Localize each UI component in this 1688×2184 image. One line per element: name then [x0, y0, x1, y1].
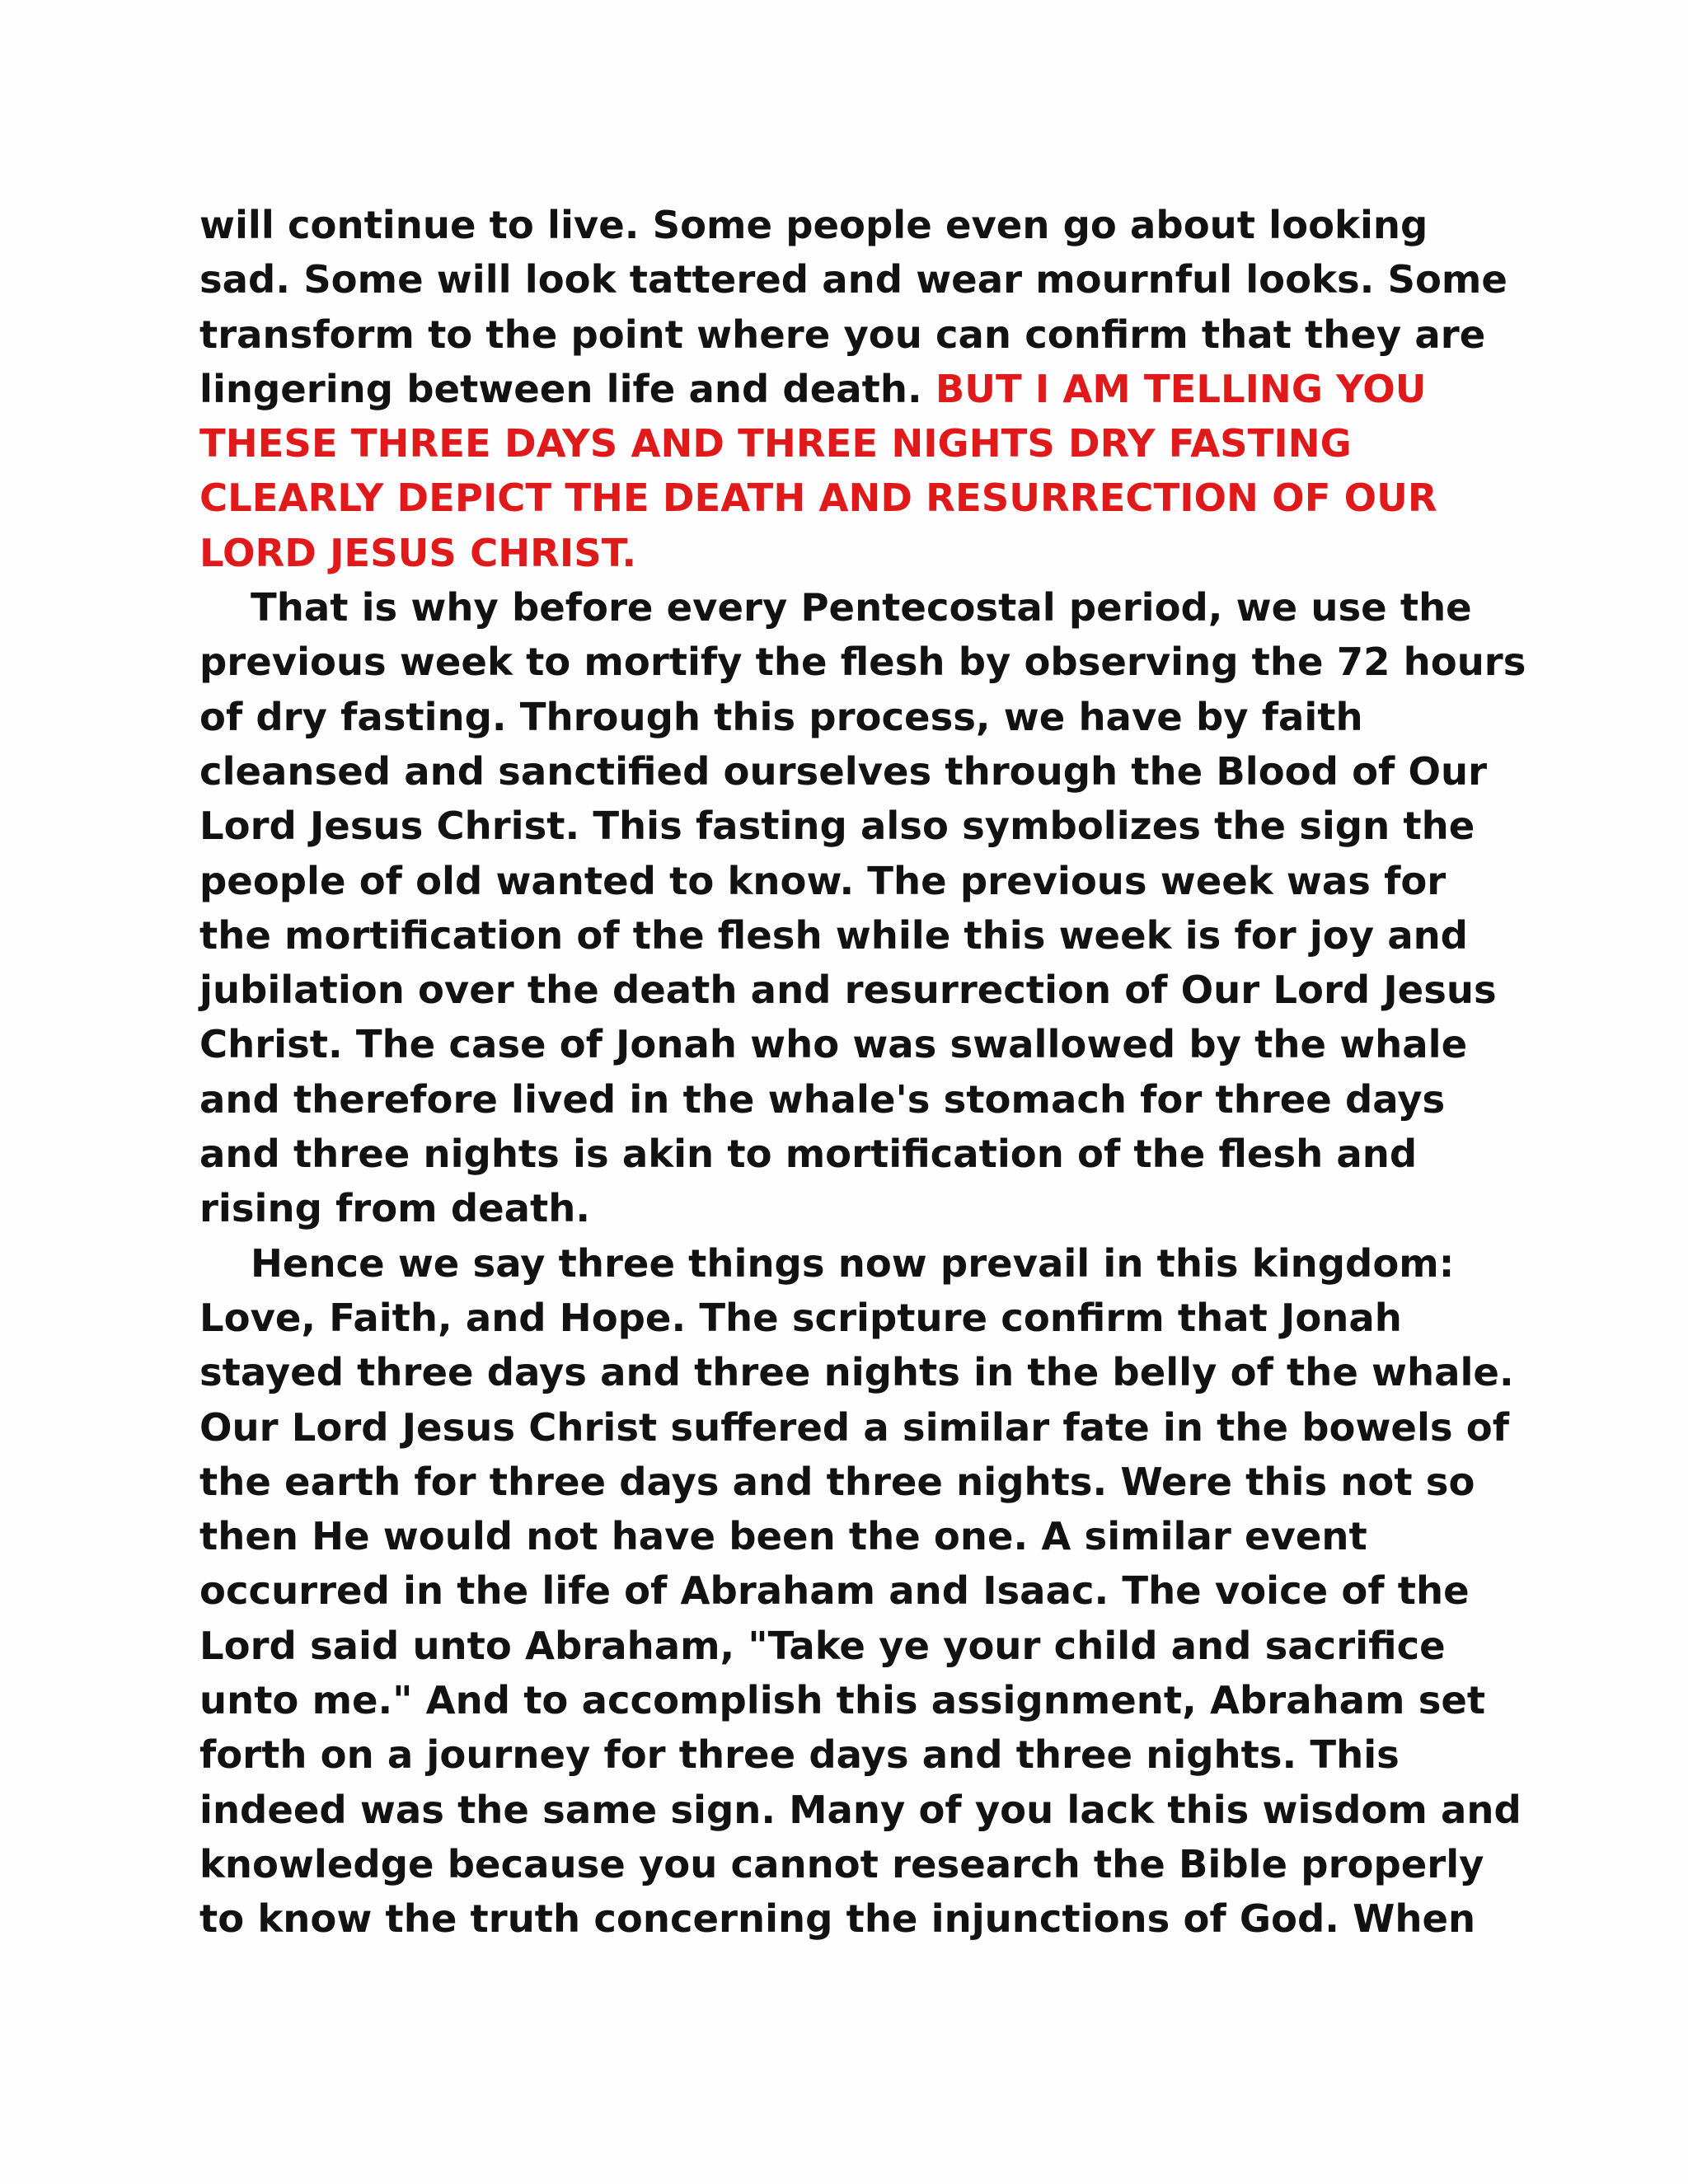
text-line: [199, 1837, 1518, 1891]
text-line: [199, 1509, 1518, 1563]
text-line: [199, 416, 1518, 471]
text-line: [199, 471, 1518, 525]
body-text-run: rising from death.: [199, 1186, 591, 1231]
text-line: [199, 963, 1518, 1017]
text-line: [199, 690, 1518, 744]
text-line: [199, 908, 1518, 963]
body-text-run: forth on a journey for three days and three nights. This: [199, 1732, 1400, 1778]
text-line: [199, 1673, 1518, 1727]
body-text-run: will continue to live. Some people even go about looking: [199, 203, 1428, 247]
body-text: [199, 198, 1526, 1947]
text-line: [199, 1072, 1518, 1127]
body-text-run: people of old wanted to know. The previous week was for: [199, 858, 1447, 903]
body-text-run: Christ. The case of Jonah who was swallowed by the whale: [199, 1022, 1468, 1067]
body-text-run: Our Lord Jesus Christ suffered a similar fate in the bowels of: [199, 1404, 1509, 1450]
text-line: [199, 1236, 1518, 1291]
body-text-run: to know the truth concerning the injunctions of God. When: [199, 1896, 1476, 1942]
emphasis-text: THESE THREE DAYS AND THREE NIGHTS DRY FASTING: [199, 421, 1352, 466]
text-line: [199, 1727, 1518, 1782]
body-text-run: jubilation over the death and resurrection of Our Lord Jesus: [199, 968, 1497, 1013]
body-text-run: previous week to mortify the flesh by observing the 72 hours: [199, 640, 1526, 685]
text-line: [199, 198, 1518, 252]
text-line: [199, 307, 1518, 362]
body-text-run: and therefore lived in the whale's stomach for three days: [199, 1076, 1446, 1122]
body-text-run: transform to the point where you can confirm that they are: [199, 312, 1486, 357]
body-text-run: the earth for three days and three nights. Were this not so: [199, 1459, 1475, 1504]
body-text-run: unto me." And to accomplish this assignment, Abraham set: [199, 1678, 1486, 1723]
text-line: [199, 1563, 1518, 1618]
body-text-run: That is why before every Pentecostal period, we use the: [251, 585, 1472, 630]
body-text-run: then He would not have been the one. A similar event: [199, 1514, 1367, 1559]
text-line: [199, 1127, 1518, 1181]
text-line: [199, 526, 1518, 580]
body-text-run: Love, Faith, and Hope. The scripture confirm that Jonah: [199, 1295, 1402, 1340]
body-text-run: stayed three days and three nights in the belly of the whale.: [199, 1350, 1514, 1395]
text-line: [199, 635, 1526, 689]
text-line: [199, 1783, 1522, 1837]
body-text-run: Lord Jesus Christ. This fasting also symbolizes the sign the: [199, 804, 1475, 849]
body-text-run: and three nights is akin to mortification of the flesh and: [199, 1132, 1418, 1177]
emphasis-text: CLEARLY DEPICT THE DEATH AND RESURRECTION OF OUR: [199, 476, 1437, 521]
text-line: [199, 1291, 1518, 1345]
body-text-run: Hence we say three things now prevail in this kingdom:: [251, 1240, 1455, 1286]
text-line: [199, 1345, 1518, 1399]
text-line: [199, 1455, 1518, 1509]
emphasis-text: LORD JESUS CHRIST.: [199, 530, 637, 575]
text-line: [199, 1181, 1518, 1235]
text-line: [199, 799, 1518, 853]
body-text-run: of dry fasting. Through this process, we have by faith: [199, 694, 1363, 739]
body-text-run: the mortification of the flesh while this week is for joy and: [199, 912, 1468, 958]
body-text-run: knowledge because you cannot research the Bible properly: [199, 1841, 1484, 1886]
text-line: [199, 580, 1518, 635]
body-text-run: lingering between life and death.: [199, 366, 935, 411]
body-text-run: cleansed and sanctified ourselves through the Blood of Our: [199, 748, 1488, 794]
body-text-run: sad. Some will look tattered and wear mournful looks. Some: [199, 257, 1507, 302]
text-line: [199, 1619, 1518, 1673]
body-text-run: Lord said unto Abraham, "Take ye your child and sacrifice: [199, 1623, 1446, 1668]
text-line: [199, 854, 1518, 908]
body-text-run: occurred in the life of Abraham and Isaac. The voice of the: [199, 1568, 1470, 1614]
text-line: [199, 362, 1518, 416]
text-line: [199, 744, 1518, 799]
body-text-run: indeed was the same sign. Many of you lack this wisdom and: [199, 1787, 1522, 1832]
emphasis-text: BUT I AM TELLING YOU: [935, 366, 1427, 411]
text-line: [199, 1400, 1518, 1455]
text-line: [199, 1891, 1518, 1946]
text-line: [199, 1017, 1518, 1071]
text-line: [199, 252, 1518, 307]
